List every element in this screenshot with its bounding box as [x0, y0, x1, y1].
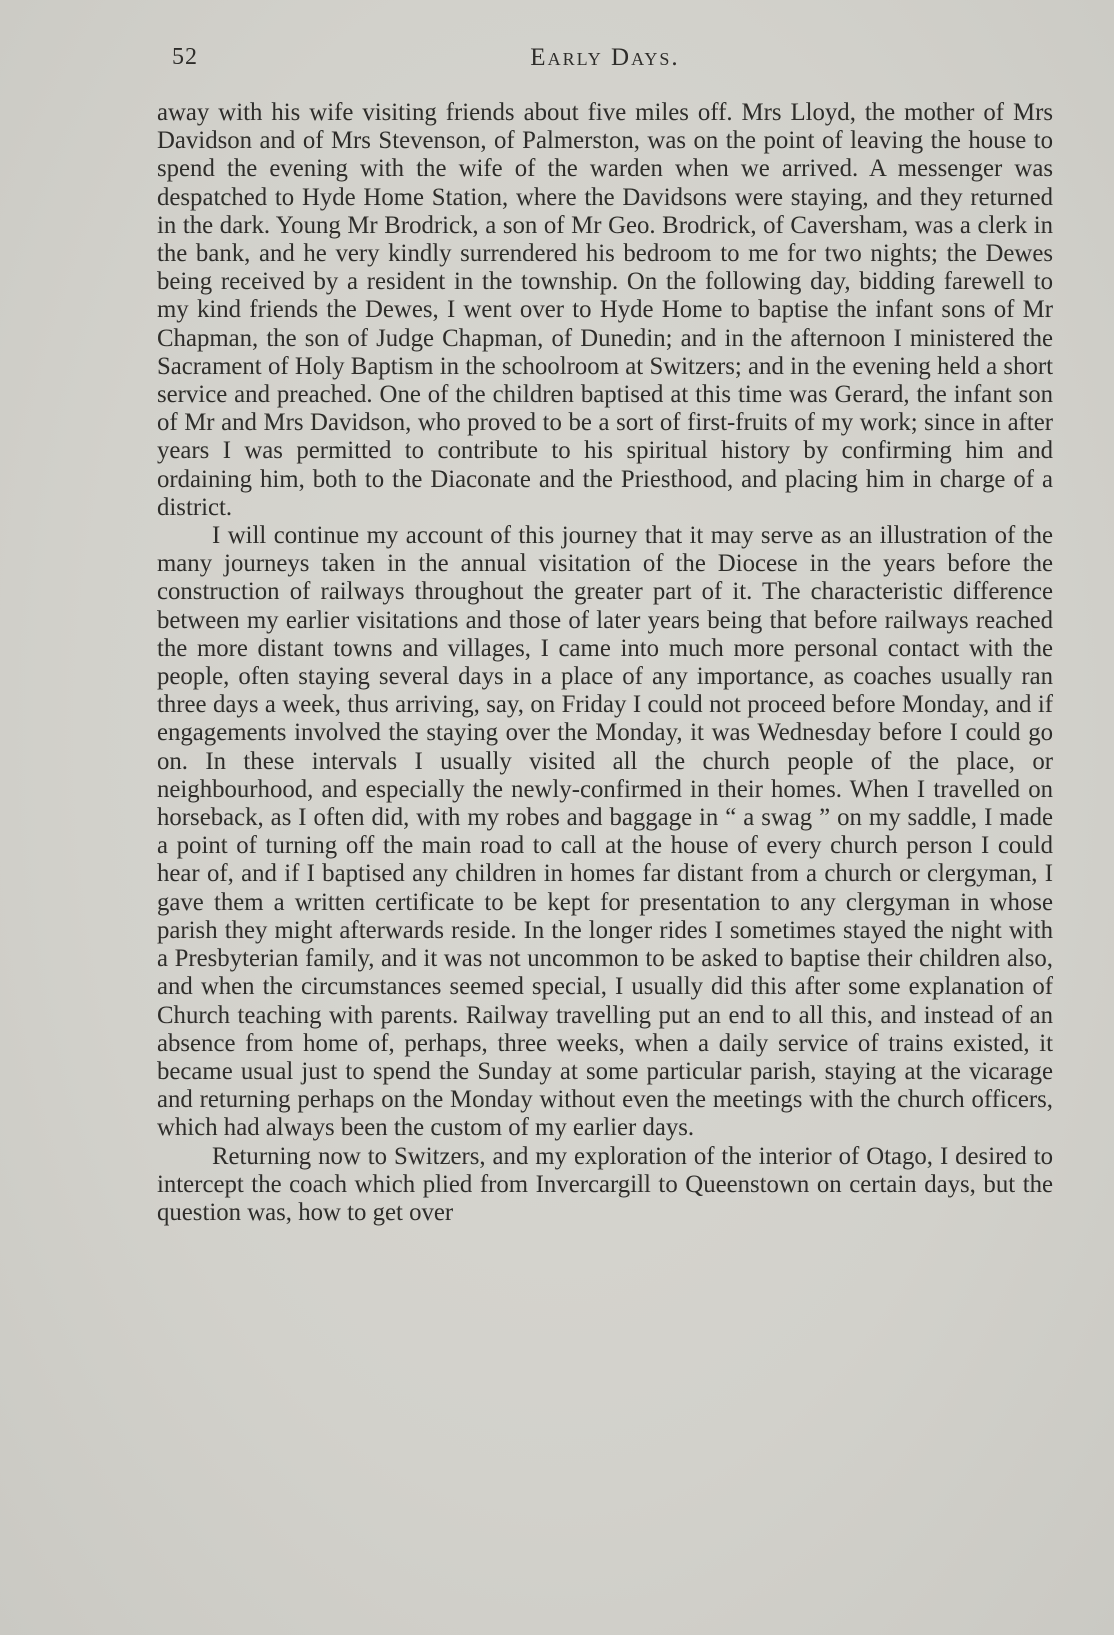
- paragraph: Returning now to Switzers, and my exploration of the interior of Otago, I desired to intercept the coach which plied from Invercargill to Queenstown on certain days, but the question was, how to get over: [157, 1142, 1053, 1226]
- paragraph: away with his wife visiting friends about five miles off. Mrs Lloyd, the mother of Mrs Davidson and of Mrs Stevenson, of Palmerston, was on the point of leaving the house to spend the evening with the wife of the warden when we arrived. A messenger was despatched to Hyde Home Station, where the Davidsons were staying, and they returned in the dark. Young Mr Brodrick, a son of Mr Geo. Brodrick, of Caversham, was a clerk in the bank, and he very kindly surrendered his bedroom to me for two nights; the Dewes being received by a resident in the township. On the following day, bidding farewell to my kind friends the Dewes, I went over to Hyde Home to baptise the infant sons of Mr Chapman, the son of Judge Chapman, of Dunedin; and in the afternoon I ministered the Sacrament of Holy Baptism in the schoolroom at Switzers; and in the evening held a short service and preached. One of the children baptised at this time was Gerard, the infant son of Mr and Mrs Davidson, who proved to be a sort of first-fruits of my work; since in after years I was permitted to contribute to his spiritual history by confirming him and ordaining him, both to the Diaconate and the Priesthood, and placing him in charge of a district.: [157, 99, 1053, 521]
- page-number: 52: [172, 44, 198, 70]
- paragraph: I will continue my account of this journey that it may serve as an illustration of the many journeys taken in the annual visitation of the Diocese in the years before the construction of railways throughout the greater part of it. The characteristic difference between my earlier visitations and those of later years being that before railways reached the more distant towns and villages, I came into much more personal contact with the people, often staying several days in a place of any importance, as coaches usually ran three days a week, thus arriving, say, on Friday I could not proceed before Monday, and if engagements involved the staying over the Monday, it was Wednesday before I could go on. In these intervals I usually visited all the church people of the place, or neighbourhood, and especially the newly-confirmed in their homes. When I travelled on horseback, as I often did, with my robes and baggage in “ a swag ” on my saddle, I made a point of turning off the main road to call at the house of every church person I could hear of, and if I baptised any children in homes far distant from a church or clergyman, I gave them a written certificate to be kept for presentation to any clergyman in whose parish they might afterwards reside. In the longer rides I sometimes stayed the night with a Presbyterian family, and it was not uncommon to be asked to baptise their children also, and when the circumstances seemed special, I usually did this after some explanation of Church teaching with parents. Railway travelling put an end to all this, and instead of an absence from home of, perhaps, three weeks, when a daily service of trains existed, it became usual just to spend the Sunday at some particular parish, staying at the vicarage and returning perhaps on the Monday without even the meetings with the church officers, which had always been the custom of my earlier days.: [157, 522, 1053, 1142]
- page-header: [157, 44, 1053, 76]
- body-text: [157, 99, 1053, 1227]
- running-head: Early Days.: [530, 44, 680, 71]
